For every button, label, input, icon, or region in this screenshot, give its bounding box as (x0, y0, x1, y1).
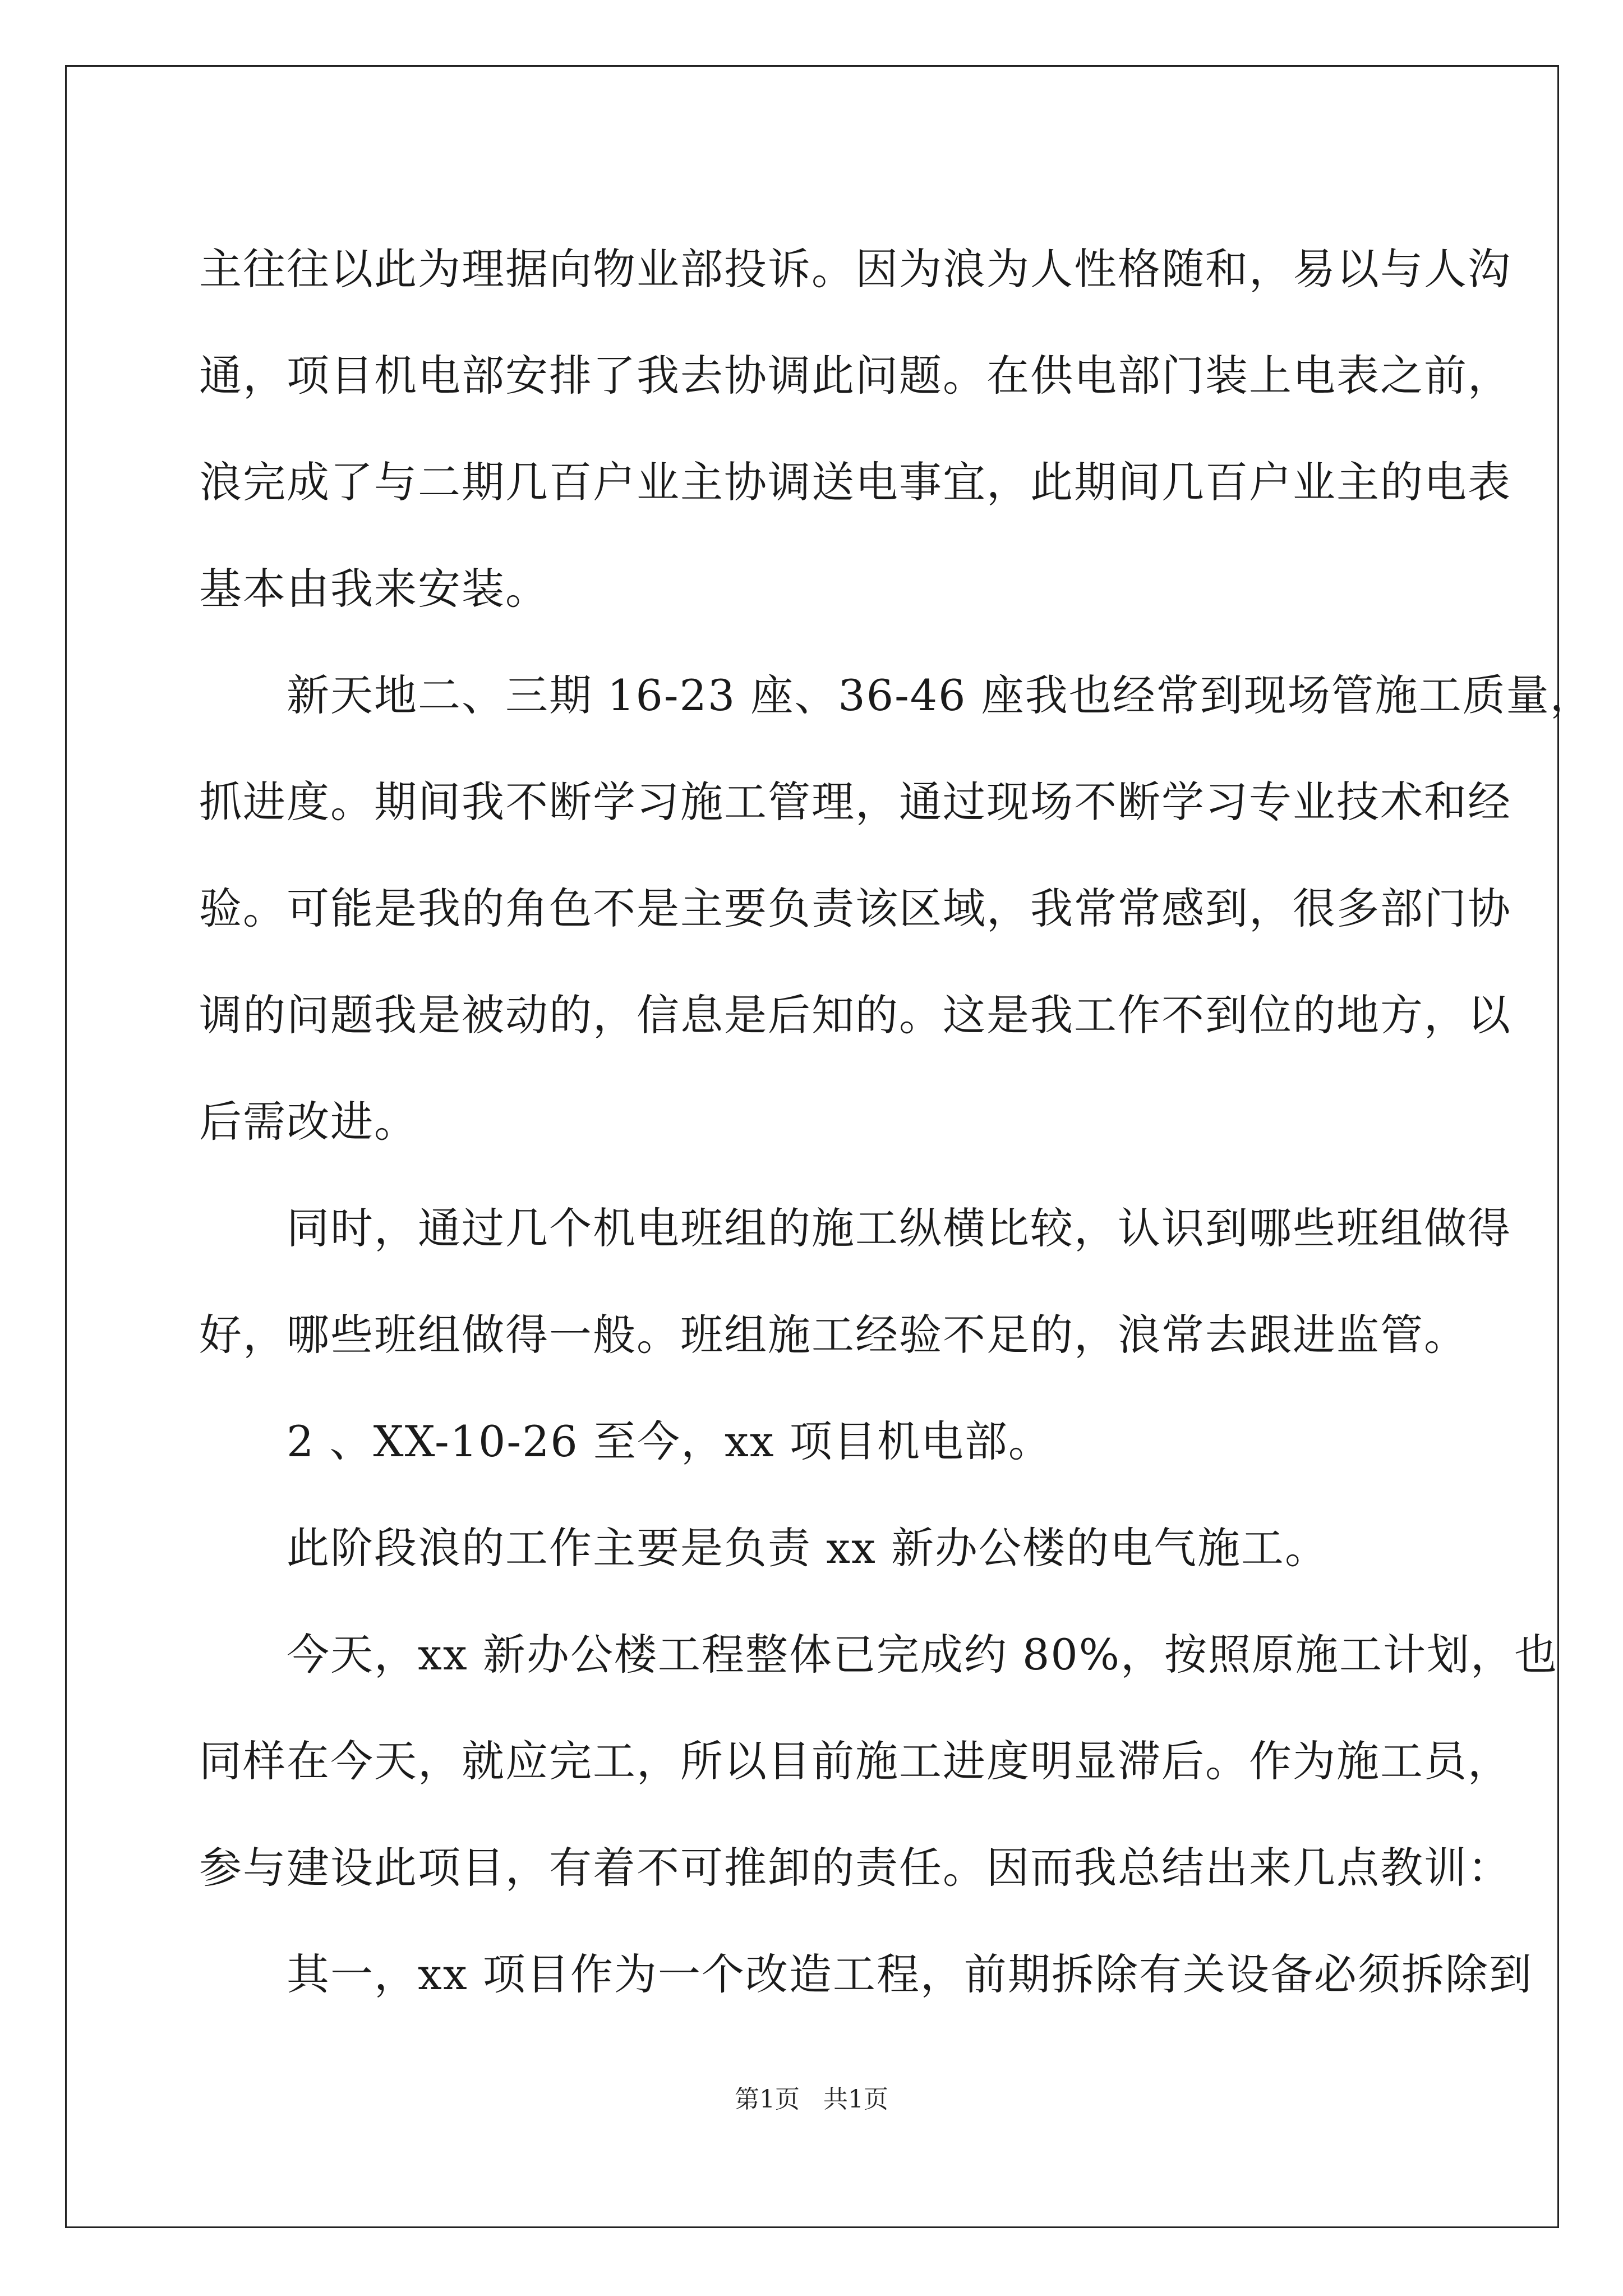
text-line: 浪完成了与二期几百户业主协调送电事宜，此期间几百户业主的电表 (199, 457, 1511, 507)
text-line: 调的问题我是被动的，信息是后知的。这是我工作不到位的地方，以 (199, 990, 1511, 1040)
text-line: 新天地二、三期 16-23 座、36-46 座我也经常到现场管施工质量， (199, 670, 1594, 720)
page-total: 共1页 (823, 2085, 888, 2114)
text-line: 主往往以此为理据向物业部投诉。因为浪为人性格随和，易以与人沟 (199, 244, 1511, 294)
text-line: 验。可能是我的角色不是主要负责该区域，我常常感到，很多部门协 (199, 884, 1511, 933)
text-line: 后需改进。 (199, 1097, 418, 1147)
page-number: 第1页 (735, 2085, 800, 2114)
text-line: 2 、XX-10-26 至今，xx 项目机电部。 (199, 1416, 1052, 1466)
text-line: 好，哪些班组做得一般。班组施工经验不足的，浪常去跟进监管。 (199, 1310, 1468, 1360)
text-line: 此阶段浪的工作主要是负责 xx 新办公楼的电气施工。 (199, 1523, 1329, 1573)
text-line: 同样在今天，就应完工，所以目前施工进度明显滞后。作为施工员， (199, 1736, 1511, 1786)
text-line: 参与建设此项目，有着不可推卸的责任。因而我总结出来几点教训： (199, 1843, 1511, 1893)
text-line: 今天，xx 新办公楼工程整体已完成约 80%，按照原施工计划，也 (199, 1630, 1558, 1680)
text-line: 其一，xx 项目作为一个改造工程，前期拆除有关设备必须拆除到 (199, 1949, 1533, 1999)
page-footer (0, 2079, 1623, 2115)
text-line: 通，项目机电部安排了我去协调此问题。在供电部门装上电表之前， (199, 351, 1511, 401)
text-line: 基本由我来安装。 (199, 564, 549, 614)
text-line: 同时，通过几个机电班组的施工纵横比较，认识到哪些班组做得 (199, 1203, 1511, 1253)
text-line: 抓进度。期间我不断学习施工管理，通过现场不断学习专业技术和经 (199, 777, 1511, 827)
document-body (199, 216, 1594, 2028)
